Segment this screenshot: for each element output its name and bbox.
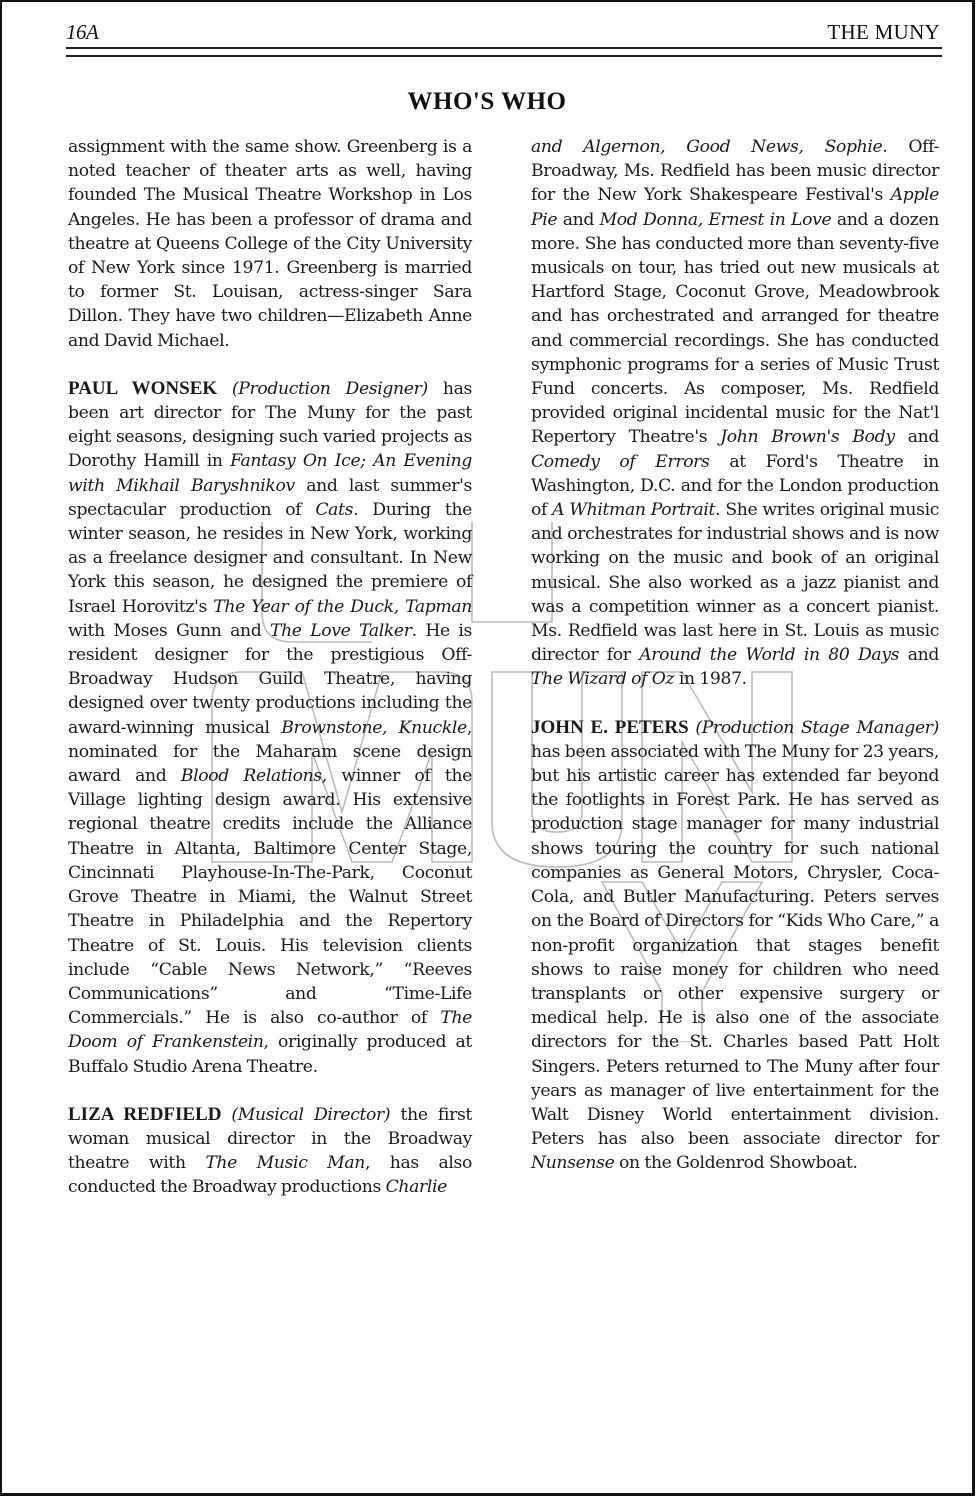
body-text: . He is resident designer for the prestigious Off-Broadway Hudson Guild Theatre, having designed over twenty productions including the award-winning musical (68, 620, 472, 738)
italic-title: The Doom of Frankenstein (68, 1008, 472, 1053)
body-text: the first woman musical director in the Broadway theatre with (68, 1104, 472, 1174)
body-text: , originally produced at Buffalo Studio Arena Theatre. (68, 1032, 472, 1077)
italic-title: Cats (315, 499, 354, 520)
person-name: LIZA REDFIELD (68, 1103, 232, 1125)
italic-title: A Whitman Portrait (552, 500, 716, 521)
italic-title: Blood Relations, (180, 766, 327, 787)
italic-title: Fantasy On Ice; An Evening with Mikhail Baryshnikov (68, 451, 472, 496)
italic-title: Mod Donna, Ernest in Love (599, 209, 832, 230)
body-text: has been associated with The Muny for 23 years, but his artistic career has extended far beyond the footlights in Forest Park. He has served as production stage manager for many industrial shows touring the country for such national companies as General Motors, Chrysler, Coca-Cola, and Butler Manufacturing. Peters serves on the Board of Directors for “Kids Who Care,” a non-profit organization that stages benefit shows to raise money for children who need transplants or other expensive surgery or medical help. He is also one of the associate directors for the St. Charles based Patt Holt Singers. Peters returned to The Muny after four years as manager of live entertainment for the Walt Disney World entertainment division. Peters has also been associate director for (531, 741, 939, 1150)
italic-title: (Production Designer) (231, 378, 428, 399)
italic-title: and Algernon, Good News, Sophie (531, 137, 883, 157)
person-name: PAUL WONSEK (68, 377, 232, 399)
bio-paragraph (531, 135, 939, 692)
italic-title: The Music Man (205, 1153, 365, 1174)
italic-title: Around the World in 80 Days (639, 645, 900, 666)
italic-title: Charlie (385, 1177, 447, 1198)
page-number: 16A (66, 20, 99, 44)
body-text: . She writes original music and orchestrates for industrial shows and is now working on the music and book of an original musical. She also worked as a jazz pianist and was a competition winner as a concert pianist. Ms. Redfield was last here in St. Louis as music director for (531, 500, 939, 666)
bio-paragraph (531, 716, 939, 1176)
body-text: has been art director for The Muny for the past eight seasons, designing such varied projects as Dorothy Hamill in (68, 378, 472, 472)
left-column (68, 135, 472, 1224)
body-text: assignment with the same show. Greenberg is a noted teacher of theater arts as well, having founded The Musical Theatre Workshop in Los Angeles. He has been a professor of drama and theatre at Queens College of the City University of New York since 1971. Greenberg is married to former St. Louisan, actress-singer Sara Dillon. They have two children—Elizabeth Anne and David Michael. (68, 137, 472, 351)
body-text: and (894, 427, 939, 448)
bio-paragraph (68, 135, 472, 353)
italic-title: The Year of the Duck, Tapman (213, 596, 472, 617)
italic-title: Apple Pie (531, 185, 939, 230)
italic-title: (Musical Director) (231, 1104, 391, 1125)
body-text: . During the winter season, he resides in New York, working as a freelance designer and consultant. In New York this season, he designed the premiere of Israel Horovitz's (68, 499, 472, 617)
italic-title: (Production Stage Manager) (695, 717, 939, 738)
person-name: JOHN E. PETERS (531, 716, 696, 738)
body-text: winner of the Village lighting design award. His extensive regional theatre credits include the Alliance Theatre in Altanta, Baltimore Center Stage, Cincinnati Playhouse-In-The-Park, Coconut Grove Theatre in Miami, the Walnut Street Theatre in Philadelphia and the Repertory Theatre of St. Louis. His television clients include “Cable News Network,” “Reeves Communications” and “Time-Life Commercials.” He is also co-author of (68, 766, 472, 1029)
header-rule-top (66, 47, 942, 49)
body-text: with Moses Gunn and (68, 620, 270, 641)
italic-title: The Love Talker (269, 620, 412, 641)
italic-title: John Brown's Body (720, 427, 895, 448)
body-text: and a dozen more. She has conducted more than seventy-five musicals on tour, has tried out new musicals at Hartford Stage, Coconut Grove, Meadowbrook and has orchestrated and arranged for theatre and commercial recordings. She has conducted symphonic programs for a series of Music Trust Fund concerts. As composer, Ms. Redfield provided original incidental music for the Nat'l Repertory Theatre's (531, 209, 939, 448)
body-text: . Off-Broadway, Ms. Redfield has been music director for the New York Shakespeare Festival's (531, 137, 939, 206)
body-text: on the Goldenrod Showboat. (614, 1153, 858, 1174)
right-column (531, 135, 939, 1200)
body-text: and last summer's spectacular production of (68, 475, 472, 520)
body-text: at Ford's Theatre in Washington, D.C. and for the London production of (531, 451, 939, 521)
body-text: and (899, 645, 939, 666)
italic-title: Brownstone, Knuckle (281, 717, 467, 738)
bio-paragraph (68, 1103, 472, 1200)
publication-name: THE MUNY (827, 20, 940, 44)
section-title: WHO'S WHO (407, 88, 567, 115)
body-text: , has also conducted the Broadway productions (68, 1153, 472, 1198)
body-text: in 1987. (674, 669, 747, 690)
body-text: , nominated for the Maharam scene design award and (68, 717, 472, 787)
bio-paragraph (68, 377, 472, 1079)
italic-title: Comedy of Errors (531, 451, 710, 472)
italic-title: The Wizard of Oz (531, 669, 675, 690)
italic-title: Nunsense (531, 1153, 615, 1174)
header-rule-bottom (66, 55, 942, 57)
body-text: and (557, 209, 600, 230)
